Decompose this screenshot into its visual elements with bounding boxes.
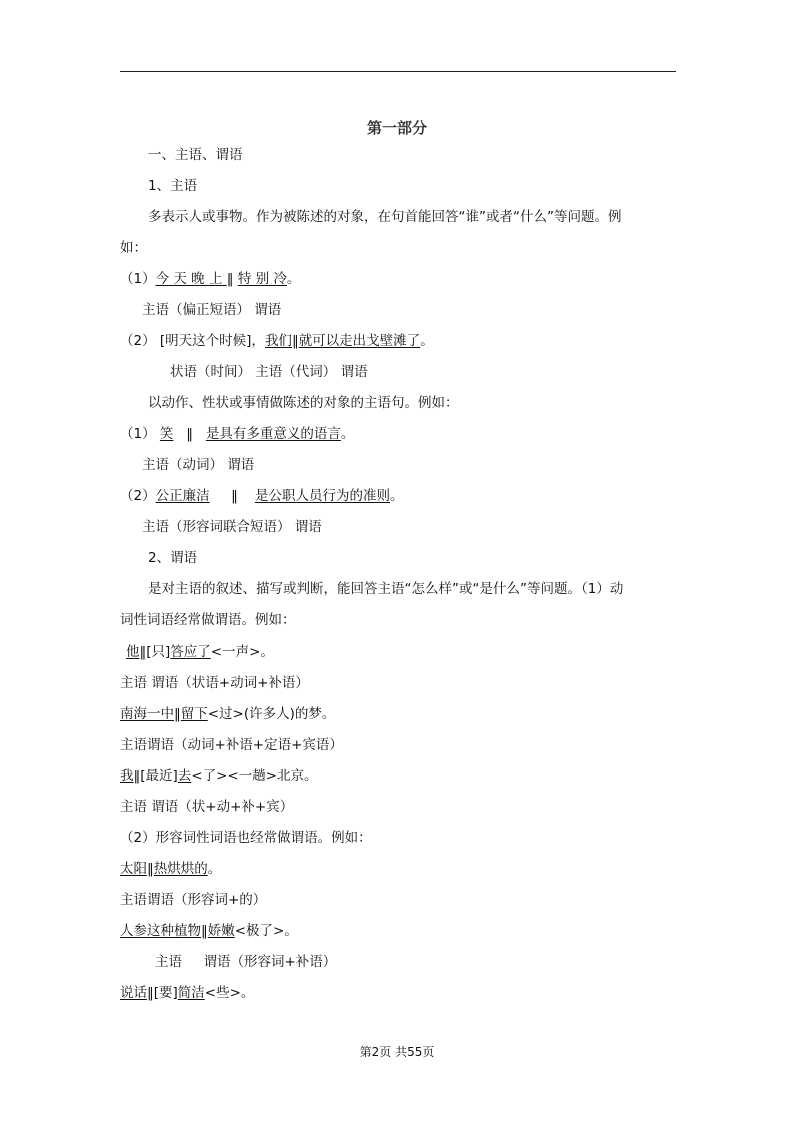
separator: ‖ xyxy=(147,985,154,1001)
example-7 xyxy=(120,766,318,786)
predicate-phrase: 热烘烘的 xyxy=(153,861,208,877)
intro-paragraph: 多表示人或事物。作为被陈述的对象，在句首能回答“谁”或者“什么”等问题。例 xyxy=(148,209,622,225)
separator: ‖ xyxy=(133,768,141,784)
subject-phrase: 南海一中 xyxy=(120,706,174,722)
complement: <过> xyxy=(207,706,244,722)
predicate-phrase: 就可以走出戈壁滩了 xyxy=(298,333,421,349)
example-4 xyxy=(120,486,403,506)
object: 的梦 xyxy=(294,706,322,722)
period: 。 xyxy=(389,488,404,504)
separator: ‖ xyxy=(226,271,234,287)
subject-phrase: 公正廉洁 xyxy=(155,488,210,504)
subject-phrase: 人参这种植物 xyxy=(120,923,201,939)
subject-phrase: 说话 xyxy=(120,985,147,1001)
intro-paragraph-3-cont: 词性词语经常做谓语。例如： xyxy=(120,612,296,628)
example-6 xyxy=(120,704,335,724)
period: 。 xyxy=(340,426,355,442)
example-8-label: 主语谓语（形容词+的） xyxy=(120,892,267,908)
predicate-phrase: 是具有多重意义的语言 xyxy=(205,426,341,442)
example-num: （1） xyxy=(120,426,156,442)
adjective: 简洁 xyxy=(177,985,205,1001)
example-5 xyxy=(126,642,274,662)
separator: ‖ xyxy=(139,644,147,660)
example-10 xyxy=(120,983,254,1003)
period: 。 xyxy=(321,706,336,722)
predicate-phrase: 是公职人员行为的准则 xyxy=(254,488,390,504)
subject-phrase: 我们 xyxy=(264,333,292,349)
adjective: 娇嫩 xyxy=(207,923,235,939)
adverbial: [只] xyxy=(146,644,171,660)
example-7-label: 主语 谓语（状+动+补+宾） xyxy=(120,799,294,815)
header-rule xyxy=(120,71,676,72)
period: 。 xyxy=(260,644,274,660)
subject-phrase: 他 xyxy=(126,644,140,660)
subsection-predicate: 2、谓语 xyxy=(148,550,198,566)
separator: ‖ xyxy=(231,488,238,504)
subject-phrase: 我 xyxy=(120,768,134,784)
example-4-label: 主语（形容词联合短语） 谓语 xyxy=(142,519,322,535)
separator: ‖ xyxy=(174,706,181,722)
page-footer: 第2页 共55页 xyxy=(359,1045,435,1059)
period: 。 xyxy=(284,923,298,939)
example-1 xyxy=(120,269,300,289)
period: 。 xyxy=(420,333,434,349)
example-num: （2） xyxy=(120,333,156,349)
example-9-label: 主语 谓语（形容词+补语） xyxy=(155,954,337,970)
subject-phrase: 笑 xyxy=(159,426,174,442)
intro-paragraph-2: 以动作、性状或事情做陈述的对象的主语句。例如： xyxy=(148,395,459,411)
period: 。 xyxy=(207,861,222,877)
adverbial: [明天这个时候]， xyxy=(159,333,265,349)
example-8 xyxy=(120,859,221,879)
period: 。 xyxy=(286,271,301,287)
separator: ‖ xyxy=(147,861,154,877)
complement: <些> xyxy=(204,985,241,1001)
complement: <一声> xyxy=(210,644,261,660)
example-num: （1） xyxy=(120,271,156,287)
separator: ‖ xyxy=(291,333,299,349)
example-9 xyxy=(120,921,298,941)
predicate-phrase: 特 别 冷 xyxy=(237,271,287,287)
subject-phrase: 今 天 晚 上 xyxy=(155,271,227,287)
page-title: 第一部分 xyxy=(366,119,427,137)
complement: <了><一趟> xyxy=(191,768,278,784)
adverbial: [要] xyxy=(153,985,178,1001)
complement: <极了> xyxy=(234,923,285,939)
example-3 xyxy=(120,424,354,444)
period: 。 xyxy=(240,985,255,1001)
separator: ‖ xyxy=(186,426,194,442)
period: 。 xyxy=(304,768,318,784)
attributive: (许多人) xyxy=(243,706,295,722)
verb: 留下 xyxy=(180,706,208,722)
object: 北京 xyxy=(277,768,305,784)
intro-paragraph-cont: 如： xyxy=(120,240,147,256)
verb: 答应了 xyxy=(170,644,211,660)
example-1-label: 主语（偏正短语） 谓语 xyxy=(142,302,282,318)
example-3-label: 主语（动词） 谓语 xyxy=(142,457,255,473)
section-heading: 一、主语、谓语 xyxy=(148,147,243,163)
example-5-label: 主语 谓语（状语+动词+补语） xyxy=(120,675,309,691)
example-2-label: 状语（时间） 主语（代词） 谓语 xyxy=(170,364,368,380)
adverbial: [最近] xyxy=(140,768,178,784)
intro-paragraph-4: （2）形容词性词语也经常做谓语。例如： xyxy=(120,830,372,846)
verb: 去 xyxy=(177,768,192,784)
example-6-label: 主语谓语（动词+补语+定语+宾语） xyxy=(120,737,343,753)
separator: ‖ xyxy=(201,923,208,939)
subsection-subject: 1、主语 xyxy=(148,178,198,194)
example-2 xyxy=(120,331,434,351)
subject-phrase: 太阳 xyxy=(120,861,147,877)
intro-paragraph-3: 是对主语的叙述、描写或判断，能回答主语“怎么样”或“是什么”等问题。（1）动 xyxy=(148,581,624,597)
example-num: （2） xyxy=(120,488,156,504)
